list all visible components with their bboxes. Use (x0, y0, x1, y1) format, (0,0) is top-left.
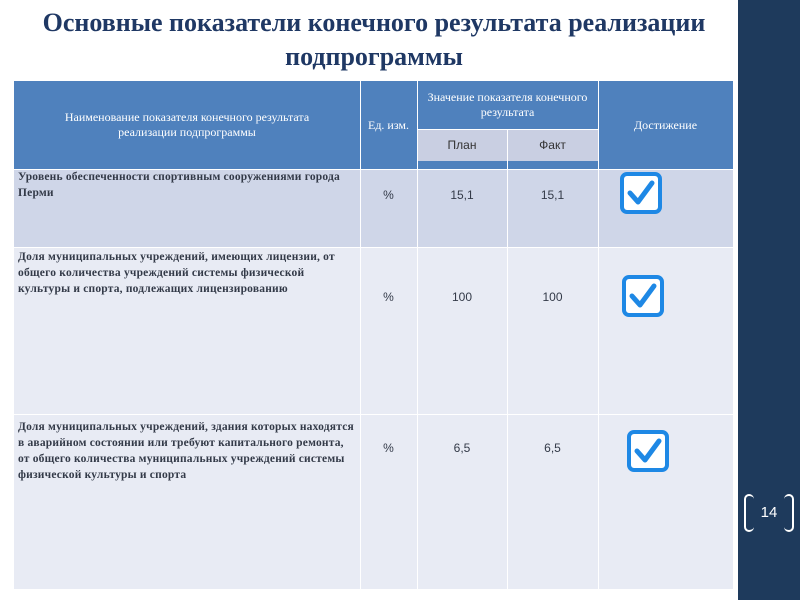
row-name: Доля муниципальных учреждений, здания которых находятся в аварийном состоянии или требуют капитального ремонта, от общего количества муниципальных учреждений системы физической культуры и спорта (18, 421, 354, 481)
header-divider (417, 129, 598, 130)
row-unit: % (383, 290, 394, 304)
header-fact: Факт (507, 129, 598, 161)
row-unit: % (383, 188, 394, 202)
checkbox-checked-icon (621, 274, 665, 318)
page-number-text: 14 (760, 503, 778, 521)
row-divider (14, 414, 733, 415)
row-name: Доля муниципальных учреждений, имеющих лицензии, от общего количества учреждений системы физической культуры и спорта, подлежащих лицензированию (18, 251, 335, 295)
column-divider (360, 81, 361, 589)
results-table (14, 81, 733, 589)
bracket-right-icon (784, 494, 794, 532)
checkbox-checked-icon (619, 171, 663, 215)
page-number (744, 490, 794, 534)
column-divider (507, 129, 508, 589)
bracket-left-icon (744, 494, 754, 532)
row-plan: 100 (451, 290, 473, 304)
row-name: Уровень обеспеченности спортивным сооружениями города Перми (18, 171, 340, 199)
row-plan: 15,1 (450, 188, 474, 202)
row-unit: % (383, 441, 394, 455)
row-fact: 100 (542, 290, 563, 304)
header-plan: План (417, 129, 507, 161)
column-divider (598, 81, 599, 589)
header-value-group: Значение показателя конечного результата (417, 81, 598, 129)
column-divider (417, 81, 418, 589)
header-name: Наименование показателя конечного результата реализации подпрограммы (14, 81, 360, 169)
header-achievement: Достижение (598, 81, 733, 169)
page-title: Основные показатели конечного результата реализации подпрограммы (42, 8, 706, 71)
row-plan: 6,5 (453, 441, 471, 455)
row-divider (14, 169, 733, 170)
header-unit: Ед. изм. (360, 81, 417, 169)
row-divider (14, 247, 733, 248)
row-fact: 15,1 (540, 188, 565, 202)
checkbox-checked-icon (626, 429, 670, 473)
row-fact: 6,5 (544, 441, 561, 455)
